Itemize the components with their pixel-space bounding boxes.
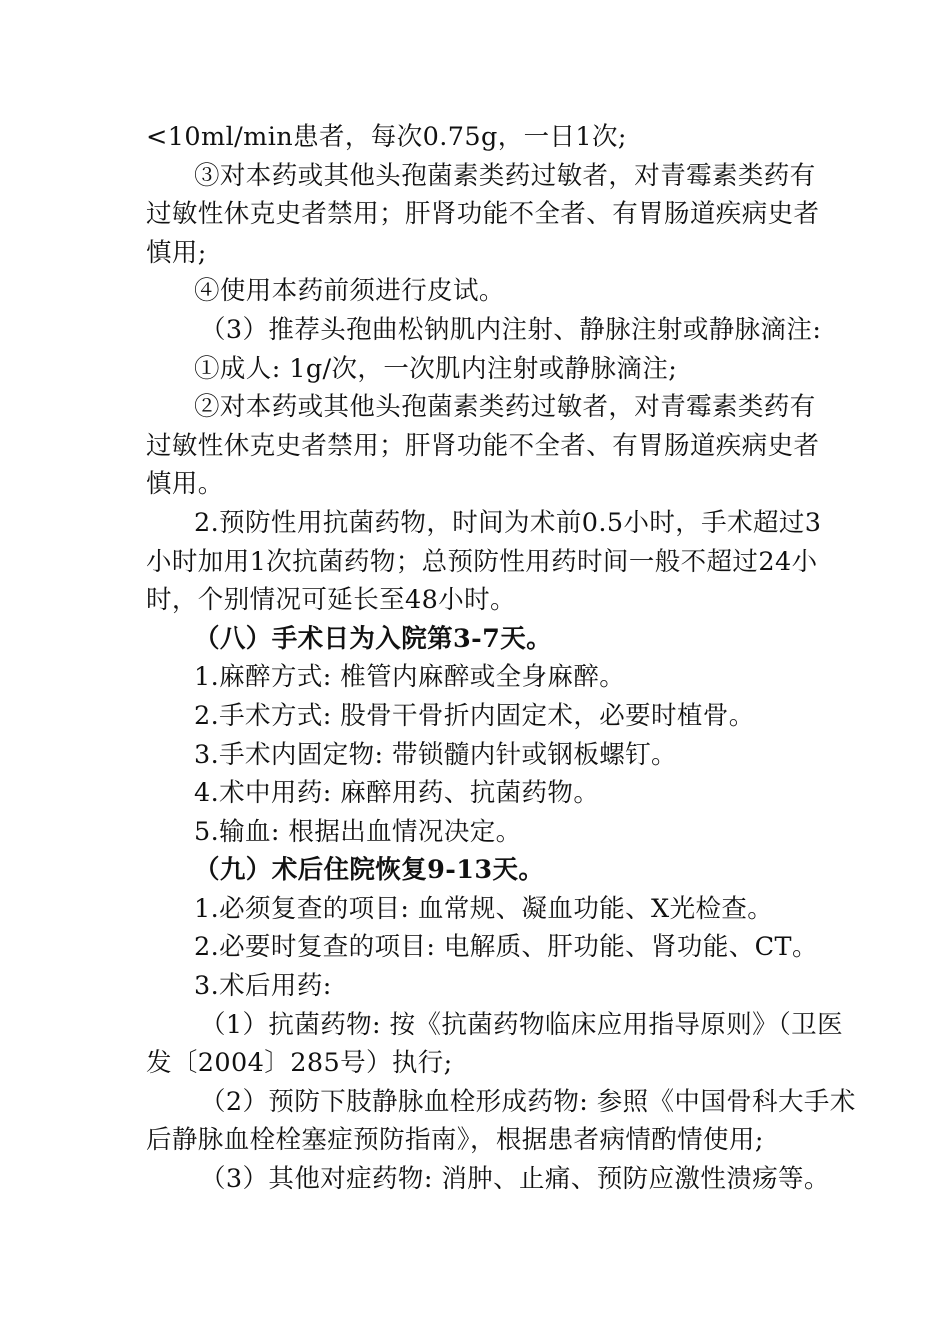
text-line: 慎用; — [146, 237, 207, 268]
text-line: 时，个别情况可延长至48小时。 — [146, 585, 516, 616]
section-heading: （九）术后住院恢复9-13天。 — [194, 855, 545, 886]
text-line: ④使用本药前须进行皮试。 — [194, 276, 505, 307]
text-line: ①成人: 1g/次，一次肌内注射或静脉滴注; — [194, 353, 678, 384]
text-line: 后静脉血栓栓塞症预防指南》，根据患者病情酌情使用; — [146, 1125, 764, 1156]
document-page — [146, 118, 856, 1199]
text-line: <10ml/min患者，每次0.75g，一日1次; — [146, 122, 627, 152]
text-line: ②对本药或其他头孢菌素类药过敏者，对青霉素类药有 — [194, 392, 816, 423]
text-line: 2.必要时复查的项目: 电解质、肝功能、肾功能、CT。 — [194, 932, 818, 963]
text-line: （1）抗菌药物: 按《抗菌药物临床应用指导原则》（卫医 — [200, 1009, 843, 1040]
text-line: （3）其他对症药物: 消肿、止痛、预防应激性溃疡等。 — [200, 1164, 830, 1195]
text-line: 3.术后用药: — [194, 971, 332, 1002]
text-line: 1.麻醉方式: 椎管内麻醉或全身麻醉。 — [194, 662, 626, 693]
text-line: 2.手术方式: 股骨干骨折内固定术，必要时植骨。 — [194, 700, 755, 731]
text-line: 4.术中用药: 麻醉用药、抗菌药物。 — [194, 778, 600, 809]
text-line: 发〔2004〕285号）执行; — [146, 1048, 453, 1079]
text-line: 5.输血: 根据出血情况决定。 — [194, 816, 522, 847]
text-line: 慎用。 — [146, 469, 224, 500]
text-line: 小时加用1次抗菌药物；总预防性用药时间一般不超过24小 — [146, 546, 818, 577]
text-line: 2.预防性用抗菌药物，时间为术前0.5小时，手术超过3 — [194, 507, 822, 538]
text-line: 过敏性休克史者禁用；肝肾功能不全者、有胃肠道疾病史者 — [146, 430, 820, 461]
section-heading: （八）手术日为入院第3-7天。 — [194, 623, 553, 654]
text-line: 3.手术内固定物: 带锁髓内针或钢板螺钉。 — [194, 739, 677, 770]
text-line: （2）预防下肢静脉血栓形成药物: 参照《中国骨科大手术 — [200, 1086, 856, 1117]
text-line: ③对本药或其他头孢菌素类药过敏者，对青霉素类药有 — [194, 160, 816, 191]
text-line: （3）推荐头孢曲松钠肌内注射、静脉注射或静脉滴注: — [200, 314, 822, 345]
text-line: 1.必须复查的项目: 血常规、凝血功能、X光检查。 — [194, 893, 774, 924]
text-line: 过敏性休克史者禁用；肝肾功能不全者、有胃肠道疾病史者 — [146, 199, 820, 230]
